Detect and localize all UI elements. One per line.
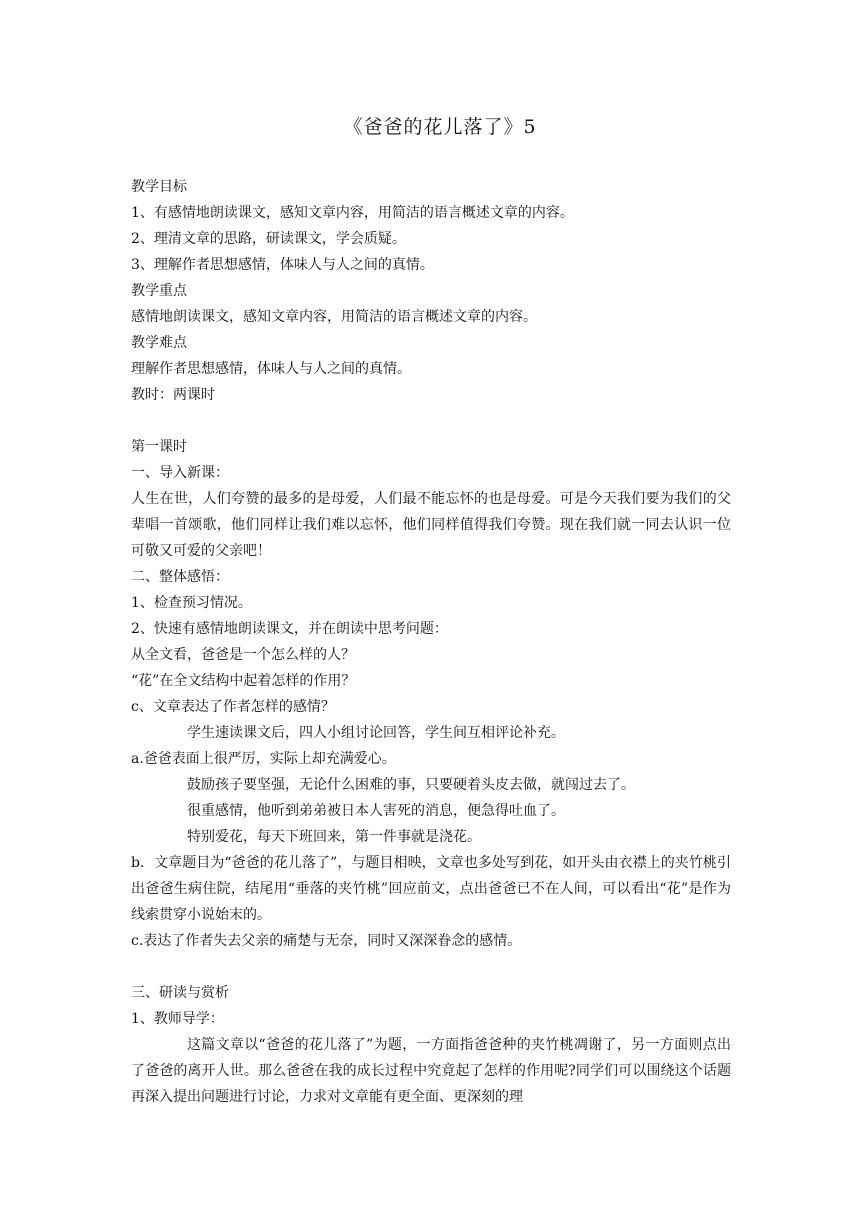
spacer	[131, 408, 731, 434]
key-points-text: 感情地朗读课文，感知文章内容，用简洁的语言概述文章的内容。	[131, 309, 537, 325]
document-title: 《爸爸的花儿落了》5	[343, 116, 537, 138]
section3-paragraph: 这篇文章以“爸爸的花儿落了”为题，一方面指爸爸种的夹竹桃凋谢了，另一方面则点出了爸爸的离开人世。那么爸爸在我的成长过程中究竟起了怎样的作用呢?同学们可以围绕这个话题再深入提出问题进行讨论，力求对文章能有更全面、更深刻的理	[131, 1037, 731, 1105]
difficulties-text: 理解作者思想感情，体味人与人之间的真情。	[131, 361, 411, 377]
step-1: 1、检查预习情况。	[131, 595, 252, 611]
key-points-heading: 教学重点	[131, 283, 187, 299]
answer-a-detail-1: 鼓励孩子要坚强，无论什么困难的事，只要硬着头皮去做，就闯过去了。	[187, 777, 635, 793]
difficulties-heading: 教学难点	[131, 335, 187, 351]
answer-a: a.爸爸表面上很严厉，实际上却充满爱心。	[131, 751, 396, 767]
lesson1-heading: 第一课时	[131, 439, 187, 455]
document-body	[131, 174, 731, 1110]
answer-a-detail-2: 很重感情，他听到弟弟被日本人害死的消息，便急得吐血了。	[187, 803, 565, 819]
question-a: 从全文看，爸爸是一个怎么样的人？	[131, 647, 355, 663]
section3-sub1: 1、教师导学：	[131, 1011, 224, 1027]
section3-heading: 三、研读与赏析	[131, 985, 229, 1001]
discussion-note: 学生速读课文后，四人小组讨论回答，学生间互相评论补充。	[187, 725, 565, 741]
spacer	[131, 954, 731, 980]
answer-c: c.表达了作者失去父亲的痛楚与无奈，同时又深深眷念的感情。	[131, 933, 522, 949]
objective-item-2: 2、理清文章的思路，研读课文，学会质疑。	[131, 231, 406, 247]
step-2: 2、快速有感情地朗读课文，并在朗读中思考问题：	[131, 621, 448, 637]
objective-item-1: 1、有感情地朗读课文，感知文章内容，用简洁的语言概述文章的内容。	[131, 205, 574, 221]
intro-paragraph: 人生在世，人们夸赞的最多的是母爱，人们最不能忘怀的也是母爱。可是今天我们要为我们的父辈唱一首颂歌，他们同样让我们难以忘怀，他们同样值得我们夸赞。现在我们就一同去认识一位可敬又可爱的父亲吧！	[131, 491, 731, 559]
objective-item-3: 3、理解作者思想感情，体味人与人之间的真情。	[131, 257, 434, 273]
answer-b: b．文章题目为“爸爸的花儿落了”，与题目相映，文章也多处写到花，如开头由衣襟上的夹竹桃引出爸爸生病住院，结尾用“垂落的夹竹桃”回应前文，点出爸爸已不在人间，可以看出“花”是作为线索贯穿小说始末的。	[131, 855, 731, 923]
answer-a-detail-3: 特别爱花，每天下班回来，第一件事就是浇花。	[187, 829, 481, 845]
objectives-heading: 教学目标	[131, 179, 187, 195]
intro-heading: 一、导入新课：	[131, 465, 229, 481]
question-c: c、文章表达了作者怎样的感情？	[131, 699, 335, 715]
teaching-hours: 教时：两课时	[131, 387, 215, 403]
question-b: “花”在全文结构中起着怎样的作用？	[131, 673, 356, 689]
overall-heading: 二、整体感悟：	[131, 569, 229, 585]
